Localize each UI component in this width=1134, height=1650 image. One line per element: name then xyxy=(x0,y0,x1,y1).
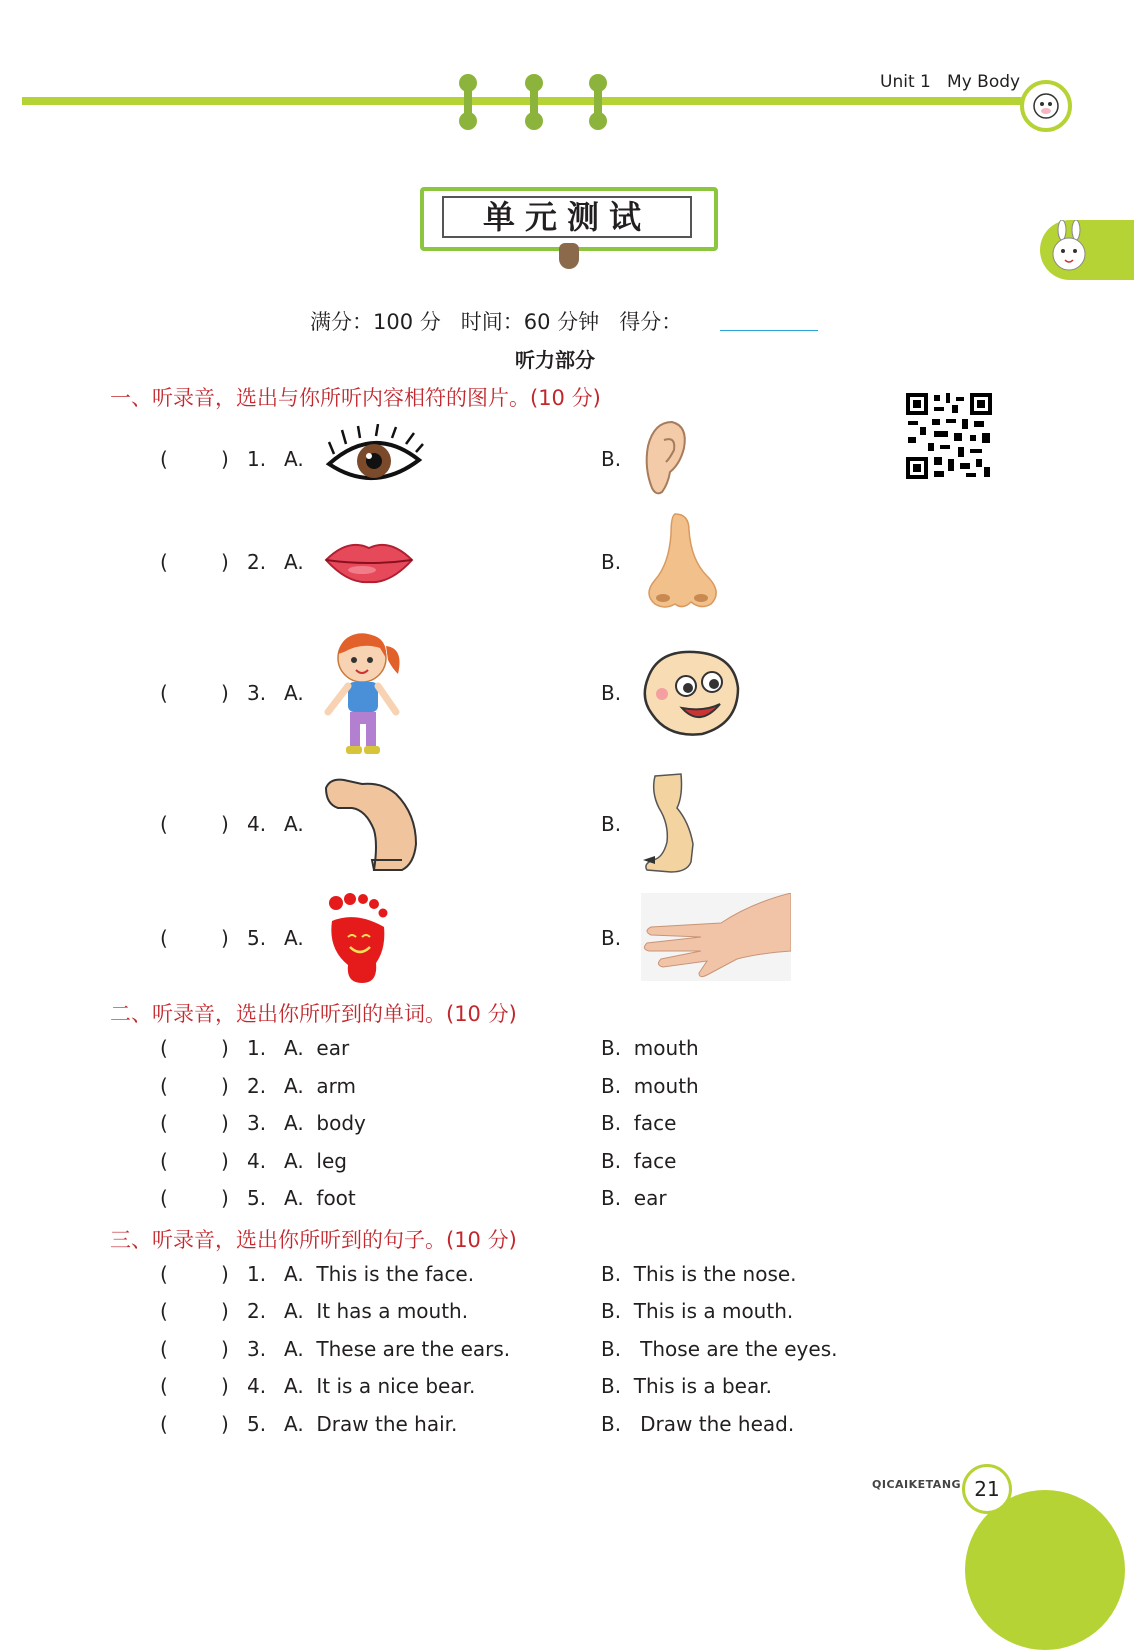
option-b-text: B. Those are the eyes. xyxy=(601,1337,838,1361)
hand-picture xyxy=(641,893,791,981)
arm-picture xyxy=(322,774,418,872)
option-b-label: B. xyxy=(601,681,622,705)
qr-code-icon[interactable] xyxy=(904,391,994,481)
cow-mascot-icon xyxy=(1020,80,1072,132)
binder-ring-icon xyxy=(594,82,602,122)
question-number: 1. xyxy=(247,447,267,471)
question-number: 4. xyxy=(247,812,267,836)
answer-paren-close: ) xyxy=(221,1299,229,1323)
option-b-label: B. xyxy=(601,812,622,836)
option-a-text: A. It is a nice bear. xyxy=(284,1374,476,1398)
option-a-text: A. arm xyxy=(284,1074,357,1098)
option-a-label: A. xyxy=(284,681,304,705)
side-tab xyxy=(1040,220,1134,280)
option-a-label: A. xyxy=(284,812,304,836)
question-number: 3. xyxy=(247,1337,267,1361)
mouth-picture xyxy=(322,536,416,586)
answer-paren-close: ) xyxy=(221,1412,229,1436)
option-b-label: B. xyxy=(601,447,622,471)
answer-paren-open: ( xyxy=(160,681,168,705)
question-number: 5. xyxy=(247,926,267,950)
face-picture xyxy=(638,648,744,738)
option-b-text: B. mouth xyxy=(601,1074,699,1098)
answer-paren-open: ( xyxy=(160,1374,168,1398)
option-b-text: B. This is a bear. xyxy=(601,1374,772,1398)
score-blank[interactable] xyxy=(720,330,818,331)
answer-paren-open: ( xyxy=(160,926,168,950)
option-b-label: B. xyxy=(601,926,622,950)
answer-paren-open: ( xyxy=(160,812,168,836)
ear-picture xyxy=(640,418,690,496)
option-b-text: B. face xyxy=(601,1111,677,1135)
girl-body-picture xyxy=(322,628,408,758)
answer-paren-close: ) xyxy=(221,550,229,574)
listening-heading: 听力部分 xyxy=(515,348,595,372)
option-b-text: B. This is the nose. xyxy=(601,1262,797,1286)
question-number: 1. xyxy=(247,1036,267,1060)
answer-paren-open: ( xyxy=(160,447,168,471)
option-a-text: A. These are the ears. xyxy=(284,1337,511,1361)
score-line: 满分：100 分 时间：60 分钟 得分： xyxy=(310,310,683,334)
option-a-label: A. xyxy=(284,447,304,471)
answer-paren-close: ) xyxy=(221,1337,229,1361)
answer-paren-close: ) xyxy=(221,681,229,705)
option-b-text: B. ear xyxy=(601,1186,667,1210)
option-b-text: B. face xyxy=(601,1149,677,1173)
page-number: 21 xyxy=(962,1464,1012,1514)
answer-paren-open: ( xyxy=(160,1262,168,1286)
answer-paren-open: ( xyxy=(160,550,168,574)
question-number: 3. xyxy=(247,681,267,705)
section-2-heading: 二、听录音，选出你所听到的单词。(10 分) xyxy=(110,1002,517,1026)
question-number: 5. xyxy=(247,1412,267,1436)
option-a-text: A. Draw the hair. xyxy=(284,1412,458,1436)
question-number: 2. xyxy=(247,1074,267,1098)
question-number: 5. xyxy=(247,1186,267,1210)
answer-paren-close: ) xyxy=(221,1186,229,1210)
option-a-label: A. xyxy=(284,550,304,574)
option-a-text: A. leg xyxy=(284,1149,347,1173)
answer-paren-close: ) xyxy=(221,812,229,836)
rabbit-mascot-icon xyxy=(1040,220,1100,280)
footer-decoration xyxy=(965,1490,1125,1650)
section-3-heading: 三、听录音，选出你所听到的句子。(10 分) xyxy=(110,1228,517,1252)
option-a-text: A. This is the face. xyxy=(284,1262,475,1286)
answer-paren-open: ( xyxy=(160,1299,168,1323)
question-number: 2. xyxy=(247,1299,267,1323)
option-b-label: B. xyxy=(601,550,622,574)
option-b-text: B. Draw the head. xyxy=(601,1412,795,1436)
page-title: 单元测试 xyxy=(442,196,692,238)
question-number: 4. xyxy=(247,1149,267,1173)
binder-ring-icon xyxy=(464,82,472,122)
binder-ring-icon xyxy=(530,82,538,122)
leg-picture xyxy=(641,772,699,876)
answer-paren-close: ) xyxy=(221,447,229,471)
option-b-text: B. This is a mouth. xyxy=(601,1299,794,1323)
option-b-text: B. mouth xyxy=(601,1036,699,1060)
eye-picture xyxy=(324,424,424,492)
option-a-text: A. ear xyxy=(284,1036,350,1060)
answer-paren-open: ( xyxy=(160,1149,168,1173)
answer-paren-open: ( xyxy=(160,1186,168,1210)
nose-picture xyxy=(641,510,723,612)
question-number: 4. xyxy=(247,1374,267,1398)
question-number: 1. xyxy=(247,1262,267,1286)
answer-paren-open: ( xyxy=(160,1036,168,1060)
option-a-text: A. It has a mouth. xyxy=(284,1299,469,1323)
option-a-text: A. foot xyxy=(284,1186,356,1210)
answer-paren-open: ( xyxy=(160,1111,168,1135)
section-1-heading: 一、听录音，选出与你所听内容相符的图片。(10 分) xyxy=(110,386,601,410)
answer-paren-close: ) xyxy=(221,926,229,950)
answer-paren-open: ( xyxy=(160,1412,168,1436)
answer-paren-close: ) xyxy=(221,1074,229,1098)
option-a-label: A. xyxy=(284,926,304,950)
option-a-text: A. body xyxy=(284,1111,366,1135)
question-number: 3. xyxy=(247,1111,267,1135)
answer-paren-close: ) xyxy=(221,1149,229,1173)
answer-paren-close: ) xyxy=(221,1262,229,1286)
answer-paren-open: ( xyxy=(160,1337,168,1361)
answer-paren-close: ) xyxy=(221,1111,229,1135)
answer-paren-close: ) xyxy=(221,1374,229,1398)
unit-label: Unit 1 My Body xyxy=(880,72,1021,92)
title-frame xyxy=(420,187,718,251)
answer-paren-close: ) xyxy=(221,1036,229,1060)
brush-icon xyxy=(559,243,579,269)
answer-paren-open: ( xyxy=(160,1074,168,1098)
question-number: 2. xyxy=(247,550,267,574)
foot-picture xyxy=(326,893,390,985)
footer-brand: QICAIKETANG xyxy=(872,1478,962,1491)
